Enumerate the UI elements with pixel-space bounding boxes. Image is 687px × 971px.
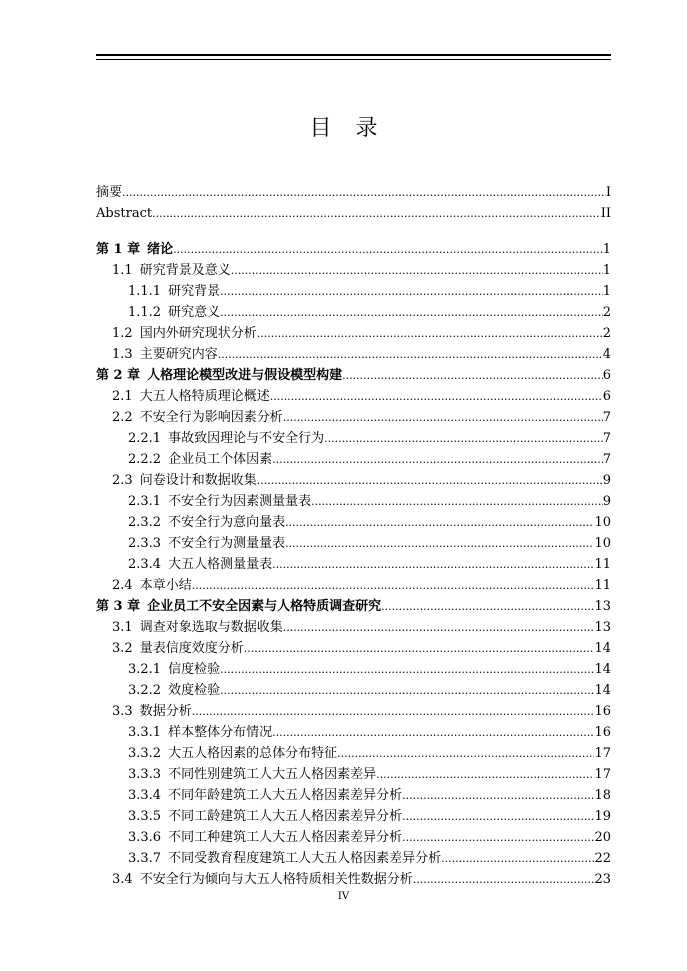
- toc-entry-number: 3.3.3: [128, 767, 162, 782]
- toc-entry[interactable]: [96, 428, 611, 449]
- toc-entry[interactable]: [96, 407, 611, 428]
- toc-leader-dots: [231, 260, 603, 281]
- toc-entry-title: [128, 743, 337, 764]
- toc-entry-label: 不同工龄建筑工人大五人格因素差异分析: [168, 809, 403, 824]
- toc-entry-number: 3.2.1: [128, 662, 162, 677]
- toc-entry-label: 摘要: [96, 185, 123, 200]
- toc-entry-page: 1: [602, 263, 611, 278]
- toc-entry-title: [112, 869, 413, 890]
- toc-leader-dots: [192, 575, 595, 596]
- toc-entry[interactable]: [96, 260, 611, 281]
- toc-entry[interactable]: [96, 449, 611, 470]
- toc-leader-dots: [220, 302, 603, 323]
- toc-entry-page: 20: [594, 830, 611, 845]
- toc-entry-label: 问卷设计和数据收集: [139, 473, 257, 488]
- toc-entry-number: 3.2: [112, 641, 133, 656]
- toc-entry-title: [96, 239, 173, 260]
- toc-entry-number: 3.3.7: [128, 851, 162, 866]
- toc-leader-dots: [220, 680, 594, 701]
- toc-leader-dots: [272, 554, 594, 575]
- toc-entry-label: 不安全行为因素测量量表: [168, 494, 312, 509]
- toc-entry-page: 13: [594, 599, 611, 614]
- toc-entry[interactable]: [96, 365, 611, 386]
- toc-leader-dots: [381, 596, 594, 617]
- toc-entry-number: 1.1: [112, 263, 133, 278]
- toc-entry[interactable]: [96, 785, 611, 806]
- toc-entry-page: 7: [602, 431, 611, 446]
- toc-entry-label: 不安全行为倾向与大五人格特质相关性数据分析: [139, 872, 413, 887]
- toc-entry-number: 3.3.1: [128, 725, 162, 740]
- toc-entry-page: 7: [602, 410, 611, 425]
- toc-entry[interactable]: [96, 659, 611, 680]
- toc-entry-title: [112, 701, 192, 722]
- toc-entry[interactable]: [96, 323, 611, 344]
- toc-entry-title: [128, 848, 441, 869]
- toc-entry[interactable]: [96, 512, 611, 533]
- toc-entry-number: 2.3.3: [128, 536, 162, 551]
- toc-entry-title: [128, 512, 285, 533]
- toc-entry-number: 2.2.1: [128, 431, 162, 446]
- toc-entry-title: [128, 764, 376, 785]
- toc-leader-dots: [152, 203, 601, 224]
- toc-entry[interactable]: [96, 575, 611, 596]
- toc-leader-dots: [244, 638, 595, 659]
- toc-entry-label: 国内外研究现状分析: [139, 326, 257, 341]
- toc-leader-dots: [173, 239, 603, 260]
- toc-entry-page: 16: [594, 704, 611, 719]
- toc-entry[interactable]: [96, 701, 611, 722]
- toc-leader-dots: [311, 491, 603, 512]
- toc-entry[interactable]: [96, 848, 611, 869]
- toc-entry-label: 企业员工个体因素: [168, 452, 273, 467]
- toc-entry-title: [96, 596, 381, 617]
- toc-entry-page: 7: [602, 452, 611, 467]
- toc-entry[interactable]: [96, 281, 611, 302]
- toc-entry-number: 第 2 章: [96, 368, 141, 383]
- toc-entry-title: [128, 281, 220, 302]
- toc-leader-dots: [285, 512, 594, 533]
- page-title: 目录: [309, 116, 402, 141]
- toc-leader-dots: [218, 344, 603, 365]
- toc-leader-dots: [285, 533, 594, 554]
- toc-entry-page: 14: [594, 641, 611, 656]
- toc-entry-page: 10: [594, 515, 611, 530]
- toc-leader-dots: [342, 365, 603, 386]
- toc-leader-dots: [337, 743, 594, 764]
- toc-leader-dots: [220, 281, 603, 302]
- toc-entry-label: 不安全行为测量量表: [168, 536, 286, 551]
- toc-entry-number: 第 3 章: [96, 599, 141, 614]
- toc-entry-page: 4: [602, 347, 611, 362]
- toc-entry-page: 2: [602, 305, 611, 320]
- toc-entry-title: [112, 575, 192, 596]
- toc-entry-page: 17: [594, 767, 611, 782]
- toc-entry-page: 18: [594, 788, 611, 803]
- toc-entry-page: 1: [602, 242, 611, 257]
- toc-entry-title: [128, 302, 220, 323]
- toc-entry-label: 事故致因理论与不安全行为: [168, 431, 325, 446]
- toc-entry-number: 2.3.1: [128, 494, 162, 509]
- toc-entry-label: 本章小结: [139, 578, 192, 593]
- toc-entry-label: 主要研究内容: [139, 347, 218, 362]
- toc-entry[interactable]: [96, 764, 611, 785]
- header-rule-thin: [96, 59, 611, 60]
- toc-leader-dots: [270, 386, 603, 407]
- page-number: IV: [337, 891, 350, 902]
- toc-entry-title: [96, 182, 122, 203]
- toc-entry-page: 9: [602, 473, 611, 488]
- toc-leader-dots: [283, 407, 603, 428]
- toc-entry-page: 11: [594, 557, 611, 572]
- toc-entry-page: 6: [602, 389, 611, 404]
- toc-entry-title: [128, 554, 272, 575]
- toc-leader-dots: [192, 701, 595, 722]
- toc-entry-label: 研究背景: [168, 284, 221, 299]
- toc-entry-title: [96, 365, 342, 386]
- toc-entry-page: 11: [594, 578, 611, 593]
- toc-entry-label: 不安全行为影响因素分析: [139, 410, 283, 425]
- toc-entry[interactable]: [96, 344, 611, 365]
- toc-entry[interactable]: [96, 470, 611, 491]
- toc-entry-title: [112, 638, 244, 659]
- toc-entry-label: 绪论: [147, 242, 174, 257]
- toc-entry[interactable]: [96, 596, 611, 617]
- toc-entry[interactable]: [96, 302, 611, 323]
- toc-entry-label: 大五人格特质理论概述: [139, 389, 270, 404]
- toc-entry-number: 3.3.2: [128, 746, 162, 761]
- toc-entry-number: 2.3.4: [128, 557, 162, 572]
- toc-entry-label: 企业员工不安全因素与人格特质调查研究: [147, 599, 382, 614]
- toc-entry-number: 1.1.2: [128, 305, 162, 320]
- toc-entry-number: 2.3.2: [128, 515, 162, 530]
- toc-entry-page: 23: [594, 872, 611, 887]
- toc-entry-number: 第 1 章: [96, 242, 141, 257]
- toc-entry-page: 2: [602, 326, 611, 341]
- toc-entry-label: 不同性别建筑工人大五人格因素差异: [168, 767, 377, 782]
- toc-leader-dots: [257, 470, 603, 491]
- toc-leader-dots: [376, 764, 594, 785]
- toc-entry-label: 研究意义: [168, 305, 221, 320]
- toc-entry-number: 3.3.5: [128, 809, 162, 824]
- toc-entry[interactable]: [96, 239, 611, 260]
- toc-entry-title: [128, 806, 402, 827]
- toc-entry-label: 人格理论模型改进与假设模型构建: [147, 368, 343, 383]
- toc-entry-title: [112, 470, 257, 491]
- toc-entry-title: [96, 203, 152, 224]
- toc-entry-title: [112, 344, 218, 365]
- toc-entry-number: 2.2: [112, 410, 133, 425]
- toc-entry-title: [112, 407, 283, 428]
- toc-entry-page: 13: [594, 620, 611, 635]
- toc-entry-label: 样本整体分布情况: [168, 725, 273, 740]
- toc-entry-number: 2.1: [112, 389, 133, 404]
- toc-entry-title: [128, 722, 272, 743]
- toc-entry-number: 3.3: [112, 704, 133, 719]
- toc-entry-page: 6: [602, 368, 611, 383]
- toc-entry[interactable]: [96, 386, 611, 407]
- toc-entry-page: 1: [602, 284, 611, 299]
- toc-leader-dots: [220, 659, 594, 680]
- toc-entry-label: 不同受教育程度建筑工人大五人格因素差异分析: [168, 851, 442, 866]
- toc-entry[interactable]: [96, 743, 611, 764]
- toc-entry-page: 16: [594, 725, 611, 740]
- toc-entry-page: II: [600, 206, 611, 221]
- toc-entry-number: 3.3.4: [128, 788, 162, 803]
- toc-entry-title: [112, 617, 283, 638]
- toc-leader-dots: [272, 722, 594, 743]
- toc-entry-title: [128, 428, 324, 449]
- toc-entry[interactable]: [96, 806, 611, 827]
- toc-entry[interactable]: [96, 680, 611, 701]
- toc-entry-title: [112, 386, 270, 407]
- toc-entry-label: 大五人格测量量表: [168, 557, 273, 572]
- toc-leader-dots: [413, 869, 595, 890]
- toc-entry-page: 17: [594, 746, 611, 761]
- toc-leader-dots: [324, 428, 603, 449]
- toc-entry-number: 1.2: [112, 326, 133, 341]
- toc-entry-page: 14: [594, 662, 611, 677]
- toc-entry-number: 3.2.2: [128, 683, 162, 698]
- toc-entry-page: 22: [594, 851, 611, 866]
- toc-entry-label: 不同年龄建筑工人大五人格因素差异分析: [168, 788, 403, 803]
- toc-leader-dots: [402, 785, 594, 806]
- toc-entry-page: 10: [594, 536, 611, 551]
- toc-entry-label: 效度检验: [168, 683, 221, 698]
- toc-entry[interactable]: [96, 554, 611, 575]
- toc-entry-label: 数据分析: [139, 704, 192, 719]
- toc-entry-label: Abstract: [96, 206, 153, 221]
- toc-entry-number: 1.3: [112, 347, 133, 362]
- table-of-contents: [96, 182, 611, 890]
- toc-entry-page: 19: [594, 809, 611, 824]
- toc-entry-number: 3.1: [112, 620, 133, 635]
- toc-entry-number: 3.4: [112, 872, 133, 887]
- toc-entry-number: 2.4: [112, 578, 133, 593]
- toc-entry-number: 1.1.1: [128, 284, 162, 299]
- toc-entry[interactable]: [96, 869, 611, 890]
- toc-entry-label: 不安全行为意向量表: [168, 515, 286, 530]
- toc-entry-title: [112, 260, 231, 281]
- toc-entry-number: 2.2.2: [128, 452, 162, 467]
- toc-entry[interactable]: [96, 617, 611, 638]
- toc-entry[interactable]: [96, 638, 611, 659]
- toc-leader-dots: [272, 449, 603, 470]
- toc-entry-label: 大五人格因素的总体分布特征: [168, 746, 338, 761]
- toc-leader-dots: [257, 323, 603, 344]
- toc-entry[interactable]: [96, 722, 611, 743]
- toc-leader-dots: [402, 806, 594, 827]
- toc-entry-page: 14: [594, 683, 611, 698]
- toc-entry-number: 2.3: [112, 473, 133, 488]
- toc-entry-title: [128, 659, 220, 680]
- toc-entry-title: [128, 449, 272, 470]
- toc-leader-dots: [402, 827, 594, 848]
- header-rule-thick: [96, 54, 611, 56]
- toc-entry-page: 9: [602, 494, 611, 509]
- toc-entry-number: 3.3.6: [128, 830, 162, 845]
- toc-entry[interactable]: [96, 827, 611, 848]
- toc-entry-title: [112, 323, 257, 344]
- toc-entry[interactable]: [96, 182, 611, 203]
- toc-leader-dots: [283, 617, 595, 638]
- toc-entry[interactable]: [96, 203, 611, 224]
- toc-entry-page: I: [605, 185, 611, 200]
- toc-entry-label: 信度检验: [168, 662, 221, 677]
- toc-leader-dots: [122, 182, 606, 203]
- toc-entry[interactable]: [96, 491, 611, 512]
- toc-entry-title: [128, 533, 285, 554]
- toc-entry-title: [128, 785, 402, 806]
- toc-entry[interactable]: [96, 533, 611, 554]
- toc-leader-dots: [441, 848, 594, 869]
- toc-entry-label: 不同工种建筑工人大五人格因素差异分析: [168, 830, 403, 845]
- toc-entry-label: 调查对象选取与数据收集: [139, 620, 283, 635]
- toc-entry-label: 研究背景及意义: [139, 263, 231, 278]
- toc-entry-title: [128, 491, 311, 512]
- toc-entry-label: 量表信度效度分析: [139, 641, 244, 656]
- toc-entry-title: [128, 680, 220, 701]
- toc-entry-title: [128, 827, 402, 848]
